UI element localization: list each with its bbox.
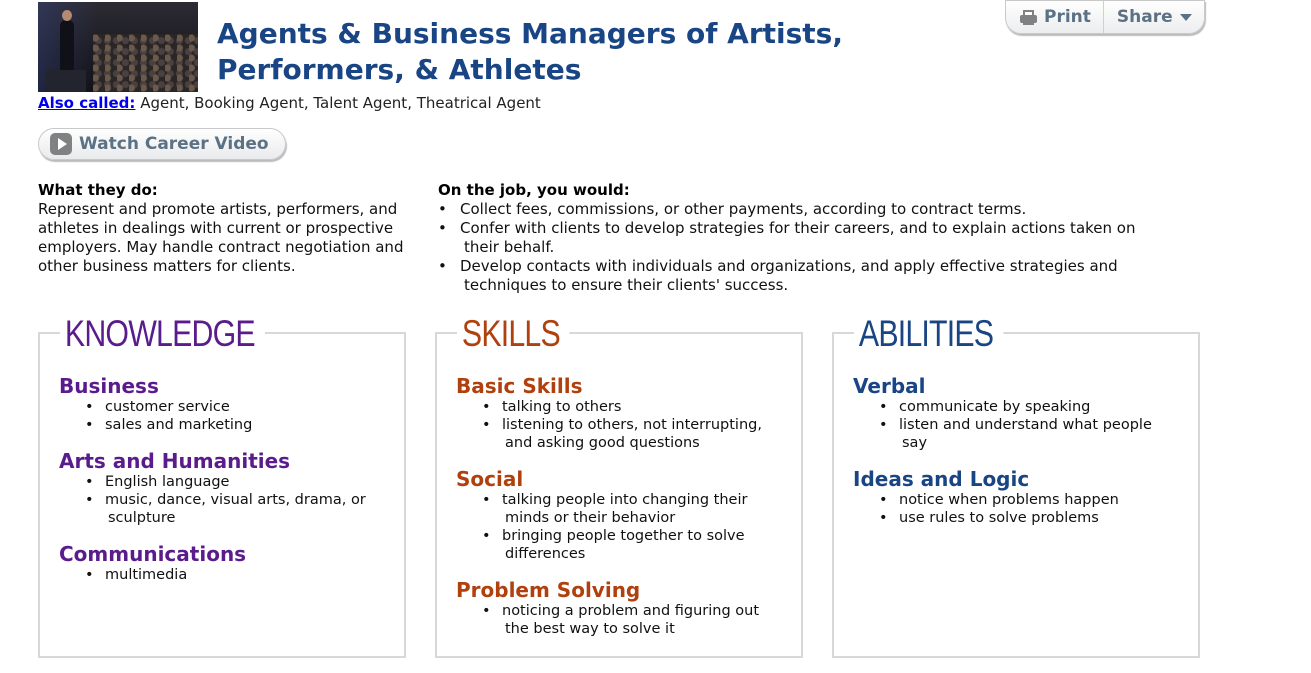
- skills-category: Problem Solving: [456, 578, 641, 602]
- skills-list: [456, 491, 791, 563]
- play-icon: [50, 133, 72, 155]
- list-item: • communicate by speaking: [853, 398, 1188, 416]
- print-button[interactable]: [1006, 1, 1104, 33]
- career-photo: [38, 2, 198, 92]
- knowledge-list: [59, 398, 394, 434]
- list-item: • English language: [59, 473, 394, 491]
- abilities-list: [853, 398, 1188, 452]
- abilities-panel: [832, 313, 1200, 658]
- list-item: • listen and understand what people say: [853, 416, 1188, 452]
- skills-category: Social: [456, 467, 524, 491]
- abilities-list: [853, 491, 1188, 527]
- abilities-category: Verbal: [853, 374, 926, 398]
- also-called-value: Agent, Booking Agent, Talent Agent, Theatrical Agent: [140, 94, 541, 112]
- list-item: • talking to others: [456, 398, 791, 416]
- printer-icon: [1020, 10, 1037, 25]
- knowledge-title: KNOWLEDGE: [60, 312, 265, 356]
- list-item: • music, dance, visual arts, drama, or sculpture: [59, 491, 394, 527]
- knowledge-list: [59, 566, 394, 584]
- watch-career-video-label: Watch Career Video: [79, 134, 269, 154]
- abilities-title: ABILITIES: [854, 312, 1003, 356]
- watch-career-video-button[interactable]: [38, 128, 286, 160]
- abilities-content: [853, 374, 1188, 542]
- on-the-job-list: [438, 200, 1218, 295]
- abilities-category: Ideas and Logic: [853, 467, 1030, 491]
- list-item: • noticing a problem and figuring out the best way to solve it: [456, 602, 791, 638]
- skills-list: [456, 398, 791, 452]
- knowledge-category: Arts and Humanities: [59, 449, 291, 473]
- list-item: • Confer with clients to develop strategies for their careers, and to explain actions taken on their behalf.: [438, 219, 1218, 257]
- what-they-do: [38, 181, 410, 276]
- also-called: [38, 94, 541, 112]
- page-title-line-2: Performers, & Athletes: [217, 53, 582, 86]
- list-item: • multimedia: [59, 566, 394, 584]
- knowledge-content: [59, 374, 394, 599]
- list-item: • listening to others, not interrupting, and asking good questions: [456, 416, 791, 452]
- skills-content: [456, 374, 791, 653]
- knowledge-panel: [38, 313, 406, 658]
- list-item: • notice when problems happen: [853, 491, 1188, 509]
- what-they-do-heading: What they do:: [38, 181, 158, 199]
- what-they-do-text: Represent and promote artists, performers, and athletes in dealings with current or prospective employers. May handle contract negotiation and other business matters for clients.: [38, 200, 404, 275]
- knowledge-category: Communications: [59, 542, 247, 566]
- chevron-down-icon: [1180, 14, 1192, 21]
- page-title: [217, 16, 937, 88]
- list-item: • use rules to solve problems: [853, 509, 1188, 527]
- list-item: • bringing people together to solve differences: [456, 527, 791, 563]
- list-item: • customer service: [59, 398, 394, 416]
- also-called-link[interactable]: Also called:: [38, 94, 136, 112]
- share-label: Share: [1116, 7, 1173, 27]
- list-item: • sales and marketing: [59, 416, 394, 434]
- knowledge-category: Business: [59, 374, 159, 398]
- on-the-job-heading: On the job, you would:: [438, 181, 630, 199]
- print-label: Print: [1044, 7, 1091, 27]
- podium: [46, 70, 86, 92]
- list-item: • Collect fees, commissions, or other payments, according to contract terms.: [438, 200, 1218, 219]
- share-button[interactable]: [1104, 7, 1192, 27]
- on-the-job: [438, 181, 1218, 295]
- skills-category: Basic Skills: [456, 374, 583, 398]
- page-title-line-1: Agents & Business Managers of Artists,: [217, 17, 843, 50]
- print-share-toolbar: [1005, 0, 1205, 34]
- knowledge-list: [59, 473, 394, 527]
- list-item: • talking people into changing their minds or their behavior: [456, 491, 791, 527]
- crowd: [93, 34, 198, 92]
- list-item: • Develop contacts with individuals and organizations, and apply effective strategies and techniques to ensure their clients' success.: [438, 257, 1218, 295]
- skills-title: SKILLS: [457, 312, 570, 356]
- skills-panel: [435, 313, 803, 658]
- skills-list: [456, 602, 791, 638]
